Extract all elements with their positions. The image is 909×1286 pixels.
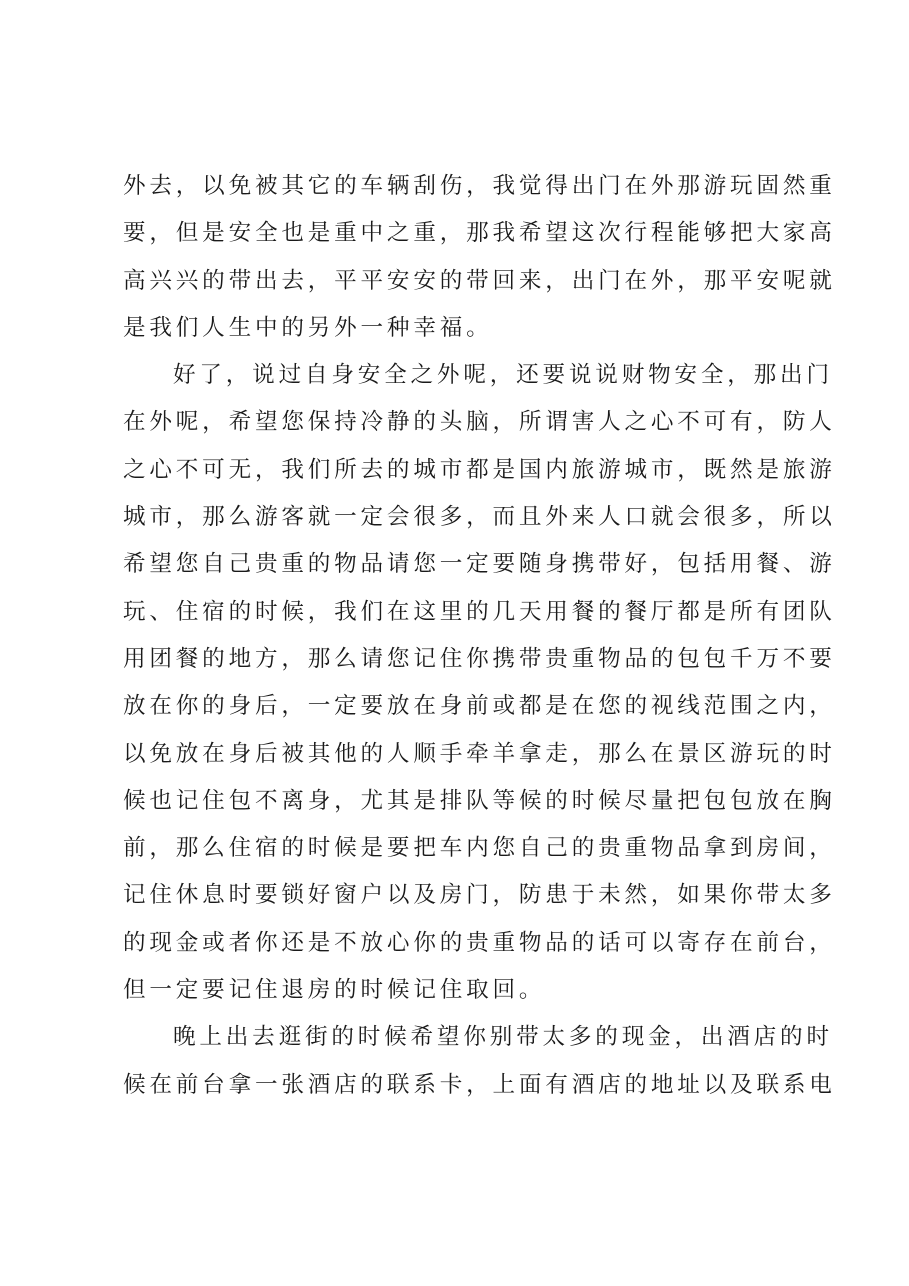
- text-line: 以免放在身后被其他的人顺手牵羊拿走，那么在景区游玩的时: [123, 740, 836, 767]
- text-line: 高兴兴的带出去，平平安安的带回来，出门在外，那平安呢就: [123, 267, 836, 294]
- text-line: 的现金或者你还是不放心你的贵重物品的话可以寄存在前台，: [123, 929, 836, 956]
- text-line: 好了，说过自身安全之外呢，还要说说财物安全，那出门: [173, 362, 833, 389]
- text-line: 外去，以免被其它的车辆刮伤，我觉得出门在外那游玩固然重: [123, 173, 836, 199]
- text-line: 但一定要记住退房的时候记住取回。: [123, 977, 546, 1004]
- text-line: 希望您自己贵重的物品请您一定要随身携带好，包括用餐、游: [123, 551, 836, 578]
- text-line: 城市，那么游客就一定会很多，而且外来人口就会很多，所以: [123, 504, 836, 531]
- text-line: 放在你的身后，一定要放在身前或都是在您的视线范围之内，: [123, 693, 836, 720]
- text-line: 候在前台拿一张酒店的联系卡，上面有酒店的地址以及联系电: [123, 1071, 836, 1098]
- text-line: 候也记住包不离身，尤其是排队等候的时候尽量把包包放在胸: [123, 787, 836, 814]
- text-line: 记住休息时要锁好窗户以及房门，防患于未然，如果你带太多: [123, 882, 836, 909]
- text-line: 在外呢，希望您保持冷静的头脑，所谓害人之心不可有，防人: [123, 409, 836, 436]
- document-body: [123, 163, 836, 1109]
- text-line: 要，但是安全也是重中之重，那我希望这次行程能够把大家高: [123, 220, 836, 247]
- paragraph: [123, 163, 836, 352]
- text-line: 之心不可无，我们所去的城市都是国内旅游城市，既然是旅游: [123, 456, 836, 483]
- text-line: 晚上出去逛街的时候希望你别带太多的现金，出酒店的时: [173, 1024, 833, 1051]
- text-line: 是我们人生中的另外一种幸福。: [123, 314, 493, 341]
- paragraph: [123, 1014, 836, 1109]
- text-line: 玩、住宿的时候，我们在这里的几天用餐的餐厅都是所有团队: [123, 598, 836, 625]
- text-line: 用团餐的地方，那么请您记住你携带贵重物品的包包千万不要: [123, 645, 836, 672]
- paragraph: [123, 352, 836, 1014]
- text-line: 前，那么住宿的时候是要把车内您自己的贵重物品拿到房间，: [123, 835, 836, 862]
